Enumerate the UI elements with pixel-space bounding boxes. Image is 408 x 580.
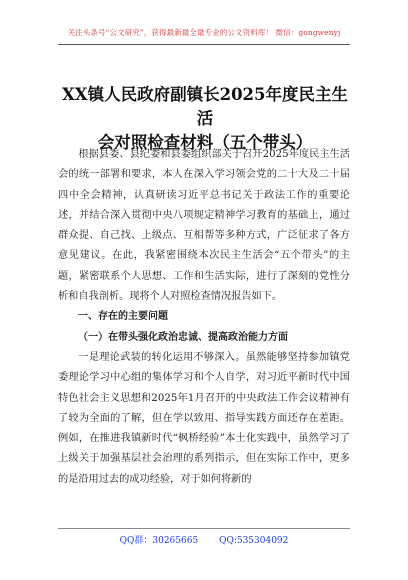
header-divider bbox=[58, 44, 350, 45]
footer-contacts bbox=[0, 533, 408, 546]
header-banner: 关注头条号“公文研究”，获得最新最全最专业的公文资料库！ 微信：gongwenyj bbox=[67, 28, 341, 37]
subsection-heading: （一）在带头强化政治忠诚、提高政治能力方面 bbox=[78, 331, 288, 343]
title-line-1: XX镇人民政府副镇长2025年度民主生活 bbox=[61, 85, 349, 128]
title-line-2: 会对照检查材料（五个带头） bbox=[97, 133, 313, 152]
document-body bbox=[58, 145, 350, 490]
section-heading: 一、存在的主要问题 bbox=[78, 311, 168, 323]
footer-qq: QQ:535304092 bbox=[219, 536, 289, 546]
footer-divider bbox=[58, 528, 350, 529]
footer-qq-group: QQ群：30265665 bbox=[119, 536, 199, 546]
intro-paragraph: 根据县委、县纪委和县委组织部关于召开2025年度民主生活会的统一部署和要求，本人在深入学习领会党的二十大及二十届四中全会精神，认真研读习近平总书记关于政法工作的重要论述，并结合深入贯彻中央八项规定精神学习教育的基础上，通过群众提、自己找、上级点、互相帮等多种方式，广泛征求了各方意见建议。在此，我紧密围绕本次民主生活会“五个带头”的主题，紧密联系个人思想、工作和生活实际，进行了深刻的党性分析和自我剖析。现将个人对照检查情况报告如下。 bbox=[58, 149, 350, 303]
body-paragraph: 一是理论武装的转化运用不够深入。虽然能够坚持参加镇党委理论学习中心组的集体学习和个人自学，对习近平新时代中国特色社会主义思想和2025年1月召开的中央政法工作会议精神有了较为全面的了解，但在学以致用、指导实践方面还存在差距。例如，在推进我镇新时代“枫桥经验”本土化实践中，虽然学习了上级关于加强基层社会治理的系列指示，但在实际工作中，更多的是沿用过去的成功经验，对于如何将新的 bbox=[58, 351, 350, 485]
